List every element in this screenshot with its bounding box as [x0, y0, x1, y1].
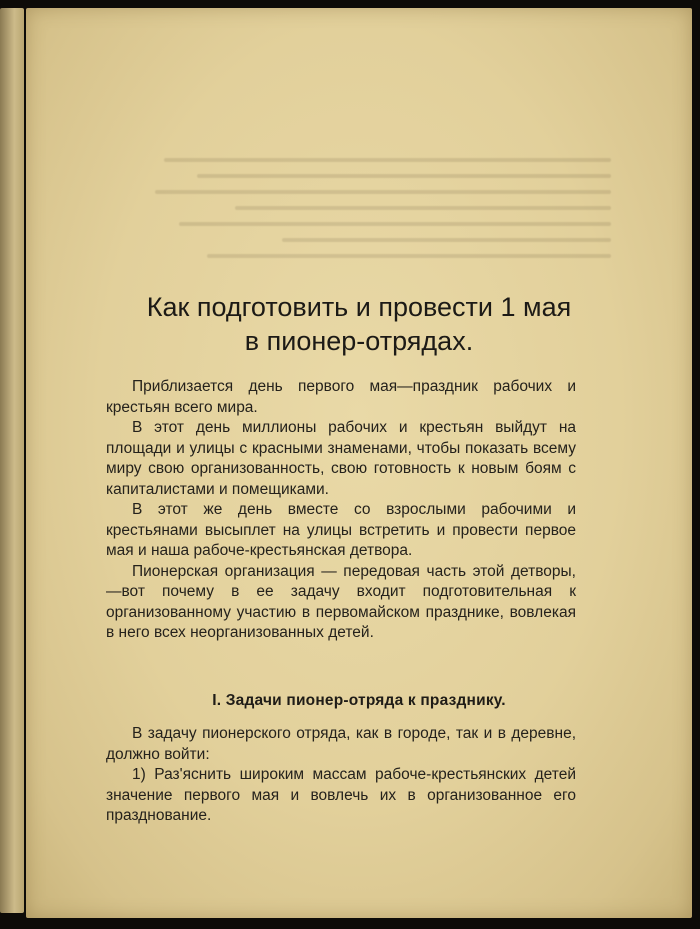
- page-title-line-2: в пионер-отрядах.: [244, 326, 474, 356]
- paragraph-2: В этот день миллионы рабочих и крестьян выйдут на площади и улицы с красными знаменами, чтобы показать всему миру свою организованность, свою готовность к новым боям с капиталистами и помещиками.: [106, 419, 576, 498]
- intro-text-block: [106, 377, 576, 644]
- section-heading: I. Задачи пионер-отряда к празднику.: [212, 692, 506, 709]
- show-through-text: [141, 146, 611, 296]
- facing-page-edge: [0, 8, 24, 913]
- section-paragraph-1: В задачу пионерского отряда, как в городе, так и в деревне, должно войти:: [106, 725, 576, 763]
- paragraph-3: В этот же день вместе со взрослыми рабочими и крестьянами высыплет на улицы встретить и провести первое мая и наша рабоче-крестьянская детвора.: [106, 501, 576, 559]
- section-paragraph-2: 1) Раз'яснить широким массам рабоче-крестьянских детей значение первого мая и вовлечь их в организованное его празднование.: [106, 766, 576, 824]
- page-title-line-1: Как подготовить и провести 1 мая: [146, 292, 572, 322]
- paragraph-1: Приблизается день первого мая—праздник рабочих и крестьян всего мира.: [106, 378, 576, 416]
- section-text-block: [106, 724, 576, 827]
- paragraph-4: Пионерская организация — передовая часть этой детворы,—вот почему в ее задачу входит подготовительная к организованному участию в первомайском празднике, вовлекая в него всех неорганизованных детей.: [106, 562, 576, 641]
